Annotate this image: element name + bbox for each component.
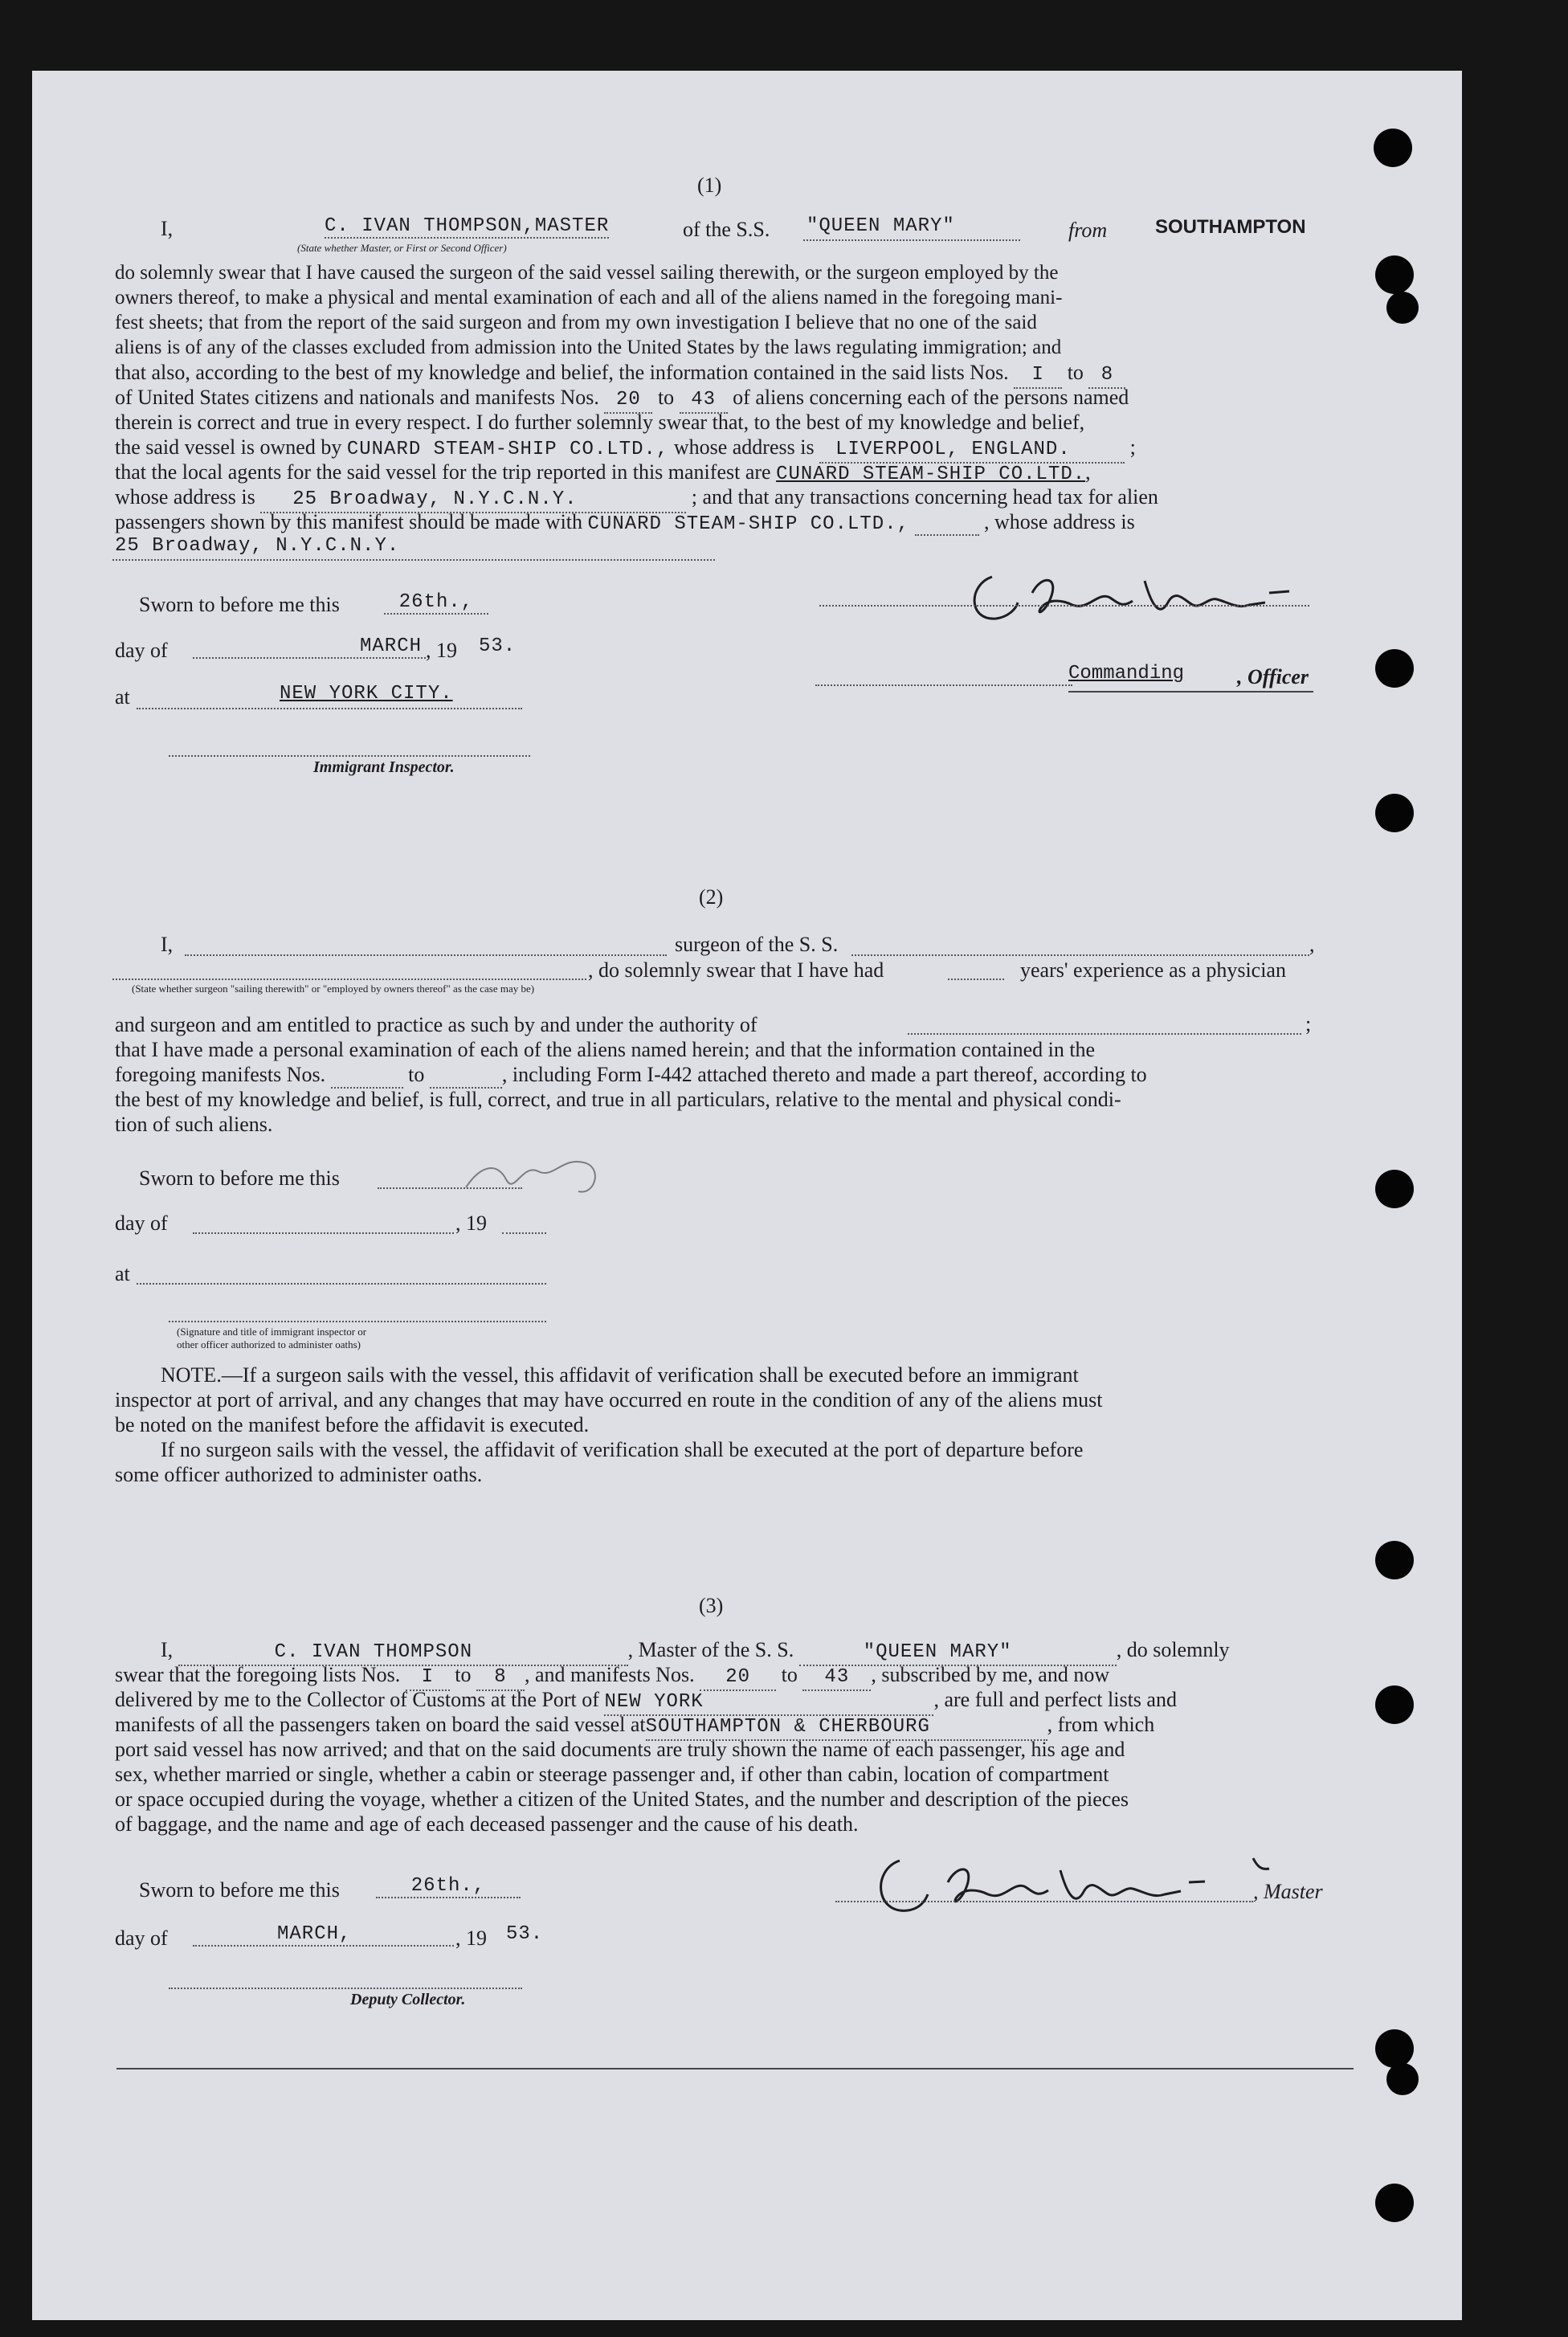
section-1-line10b: ; and that any transactions concerning head tax for alien [691,485,1158,509]
punch-hole [1386,2063,1419,2095]
section-1-line: the said vessel is owned by CUNARD STEAM-SHIP CO.LTD., whose address is LIVERPOOL, ENGLAND. ; [115,435,1136,464]
section-1-place-rule [137,708,522,709]
section-1-line8a: the said vessel is owned by [115,435,342,459]
master-signature-rule [835,1901,1253,1902]
section-2-line-b: , do solemnly swear that I have had [588,958,884,982]
section-1-at-label: at [115,685,130,709]
section-2-semicolon: ; [1305,1012,1312,1036]
section-3-line4a: manifests of all the passengers taken on board the said vessel at [115,1713,646,1736]
lists-from: I [1014,362,1062,389]
note-line-5: some officer authorized to administer oaths. [115,1463,483,1486]
officer-label: , Officer [1237,665,1309,688]
section-3-number: (3) [699,1594,724,1617]
commanding-text: Commanding [1068,663,1185,684]
section-2-line2: and surgeon and am entitled to practice as such by and under the authority of [115,1013,757,1036]
section-3-line5: port said vessel has now arrived; and that on the said documents are truly shown the name of each passenger, his age and [115,1738,1125,1761]
section-1-year-prefix: , 19 [426,639,457,662]
note-line-4: If no surgeon sails with the vessel, the affidavit of verification shall be executed at the port of departure before [161,1438,1084,1461]
master-label: , Master [1253,1880,1323,1903]
section-3-line7: or space occupied during the voyage, whether a citizen of the United States, and the number and description of the pieces [115,1787,1129,1811]
section-1-line: aliens is of any of the classes excluded from admission into the United States by the laws regulating immigration; and [115,337,1062,358]
section-1-ship: "QUEEN MARY" [806,215,955,237]
section-3-sworn-label: Sworn to before me this [139,1878,340,1902]
agents-name: CUNARD STEAM-SHIP CO.LTD. [776,464,1086,485]
section-3-ship: "QUEEN MARY" [799,1640,1117,1666]
section-1-place: NEW YORK CITY. [280,683,453,705]
punch-hole [1375,1170,1414,1208]
section-2-line3: that I have made a personal examination of each of the aliens named herein; and that the information contained in the [115,1038,1096,1061]
section-2-at-label: at [115,1262,130,1285]
immigrant-inspector-label: Immigrant Inspector. [313,758,455,776]
section-3-year: 53. [506,1923,544,1945]
to-label: to [657,386,675,409]
section-3-line2c: , subscribed by me, and now [871,1663,1110,1686]
section-3-month: MARCH, [193,1923,454,1947]
section-3-master-name: C. IVAN THOMPSON [178,1640,628,1666]
captain-signature-rule [819,605,1309,607]
section-2-at-rule [137,1283,546,1285]
owner-address: LIVERPOOL, ENGLAND. [819,437,1125,464]
section-2-line6: tion of such aliens. [115,1113,273,1136]
section-2-year-rule [502,1232,546,1234]
section-2-line4c: , including Form I-442 attached thereto and made a part thereof, according to [501,1063,1147,1086]
headtax-address-rule [112,559,715,561]
lists-to: 8 [1088,362,1125,389]
section-2-authority-rule [908,1033,1301,1035]
section-2-comma: , [1309,933,1315,956]
punch-hole [1386,292,1419,324]
deputy-signature-rule [169,1988,522,1989]
section-1-line: fest sheets; that from the report of the said surgeon and from my own investigation I believe that no one of the said [115,312,1037,333]
section-3-do-solemnly: , do solemnly [1116,1638,1230,1661]
note-line-3: be noted on the manifest before the affidavit is executed. [115,1413,590,1436]
section-3-port: NEW YORK [604,1689,933,1716]
section-3-line3b: , are full and perfect lists and [933,1688,1177,1711]
section-1-line: therein is correct and true in every respect. I do further solemnly swear that, to the best of my knowledge and belief, [115,411,1085,434]
section-1-line11a: passengers shown by this manifest should be made with [115,510,583,533]
section-1-line10a: whose address is [115,485,255,509]
section-2-line4b: to [408,1063,425,1086]
to-label: to [781,1663,798,1686]
section-3-line2b: , and manifests Nos. [525,1663,695,1686]
section-2-sworn-label: Sworn to before me this [139,1166,340,1190]
faint-stamp-mark [418,1147,627,1207]
section-1-name-note: (State whether Master, or First or Second Officer) [297,242,507,254]
section-2-line4a: foregoing manifests Nos. [115,1063,326,1086]
manifests-to: 43 [680,387,728,414]
section-3-year-prefix: , 19 [455,1926,487,1950]
note-line-1 [161,1363,1079,1387]
section-2-line4 [115,1062,1147,1089]
headtax-address: 25 Broadway, N.Y.C.N.Y. [115,535,400,557]
section-2-name-rule [185,954,667,956]
headtax-agent: CUNARD STEAM-SHIP CO.LTD., [587,513,909,535]
punch-hole [1375,1541,1414,1579]
section-1-of-the-ss: of the S.S. [683,218,770,241]
section-1-line6a: of United States citizens and nationals and manifests Nos. [115,386,599,409]
section-1-number: (1) [697,174,722,197]
section-3-line2a: swear that the foregoing lists Nos. [115,1663,401,1686]
punch-hole [1375,1685,1414,1724]
section-1-line8b: whose address is [673,435,815,459]
section-2-number: (2) [699,885,724,909]
section-3-lists-to: 8 [476,1665,525,1691]
to-label: to [1067,361,1084,384]
section-1-year: 53. [479,635,517,657]
section-3-day-of-label: day of [115,1926,168,1950]
section-1-sworn-day: 26th., [384,591,488,615]
section-3-line3a: delivered by me to the Collector of Customs at the Port of [115,1688,599,1711]
section-2-i: I, [161,933,174,956]
document-page [32,71,1462,2320]
section-2-day-of-label: day of [115,1211,168,1235]
section-1-day-of-label: day of [115,639,168,662]
note-text: NOTE.—If a surgeon sails with the vessel, this affidavit of verification shall be executed before an immigrant [161,1363,1079,1387]
section-2-ship-rule [851,954,1309,956]
section-2-status-note: (State whether surgeon "sailing therewith" or "employed by owners thereof" as the case may be) [132,983,535,995]
punch-hole [1375,2029,1414,2068]
commanding-rule [815,684,1072,686]
deputy-collector-label: Deputy Collector. [350,1991,466,2008]
section-3-line4b: , from which [1047,1713,1155,1736]
section-1-line: that the local agents for the said vessel for the trip reported in this manifest are CUNARD STEAM-SHIP CO.LTD., [115,460,1091,485]
note-line-2: inspector at port of arrival, and any changes that may have occurred en route in the condition of any of the aliens must [115,1388,1103,1412]
section-2-day-rule [193,1232,454,1234]
manifests-from: 20 [604,387,652,414]
section-2-sig-note-2: other officer authorized to administer oaths) [177,1338,361,1350]
section-1-master-name: C. IVAN THOMPSON,MASTER [325,215,610,237]
section-1-i: I, [161,217,174,240]
section-3-line8: of baggage, and the name and age of each deceased passenger and the cause of his death. [115,1812,859,1836]
punch-hole [1375,2184,1414,2222]
section-3-manifests-to: 43 [802,1665,871,1691]
captain-signature [960,561,1297,633]
section-1-month: MARCH [193,635,426,659]
punch-hole [1375,794,1414,832]
section-1-line11b: , whose address is [984,510,1135,533]
inspector-signature-rule [169,755,530,757]
section-1-sworn-label: Sworn to before me this [139,593,340,616]
section-2-status-rule [112,979,586,980]
section-1-from: from [1068,219,1108,242]
punch-hole [1374,129,1412,167]
section-3-lists-from: I [406,1665,450,1691]
section-1-line9a: that the local agents for the said vessel for the trip reported in this manifest are [115,460,771,484]
section-1-ship-rule [803,239,1020,241]
section-1-line5a: that also, according to the best of my knowledge and belief, the information contained in the said lists Nos. [115,361,1009,384]
section-3-master-of: , Master of the S. S. [627,1638,794,1661]
section-2-sig-note-1: (Signature and title of immigrant inspector or [177,1326,367,1338]
agents-address: 25 Broadway, N.Y.C.N.Y. [260,487,686,513]
section-3-ports: SOUTHAMPTON & CHERBOURG [646,1714,1047,1741]
punch-hole [1375,649,1414,688]
section-1-line: owners thereof, to make a physical and mental examination of each and all of the aliens named in the foregoing mani- [115,287,1063,308]
section-2-surgeon-of: surgeon of the S. S. [675,933,839,956]
section-2-signature-rule [169,1321,546,1322]
owner-name: CUNARD STEAM-SHIP CO.LTD., [346,439,669,460]
section-2-years-rule [948,979,1004,980]
section-1-line [115,509,1135,537]
section-3-manifests-from: 20 [700,1665,776,1691]
section-2-year-prefix: , 19 [455,1211,487,1235]
punch-hole [1375,255,1414,294]
section-1-port: SOUTHAMPTON [1155,216,1306,238]
section-1-paragraph [115,260,1348,360]
section-3-sworn-day: 26th., [376,1875,521,1898]
officer-rule [1068,691,1313,693]
master-signature [851,1838,1301,1926]
section-1-line6b: of aliens concerning each of the persons named [733,386,1129,409]
bottom-rule [116,2068,1354,2069]
section-3-i: I, [161,1638,174,1661]
section-2-line5: the best of my knowledge and belief, is full, correct, and true in all particulars, relative to the mental and physical condi- [115,1088,1121,1111]
section-3-line6: sex, whether married or single, whether a cabin or steerage passenger and, if other than cabin, location of compartment [115,1763,1109,1786]
section-1-line: do solemnly swear that I have caused the surgeon of the said vessel sailing therewith, or the surgeon employed by the [115,262,1059,284]
to-label: to [455,1663,472,1686]
section-2-line-c: years' experience as a physician [1020,958,1286,982]
